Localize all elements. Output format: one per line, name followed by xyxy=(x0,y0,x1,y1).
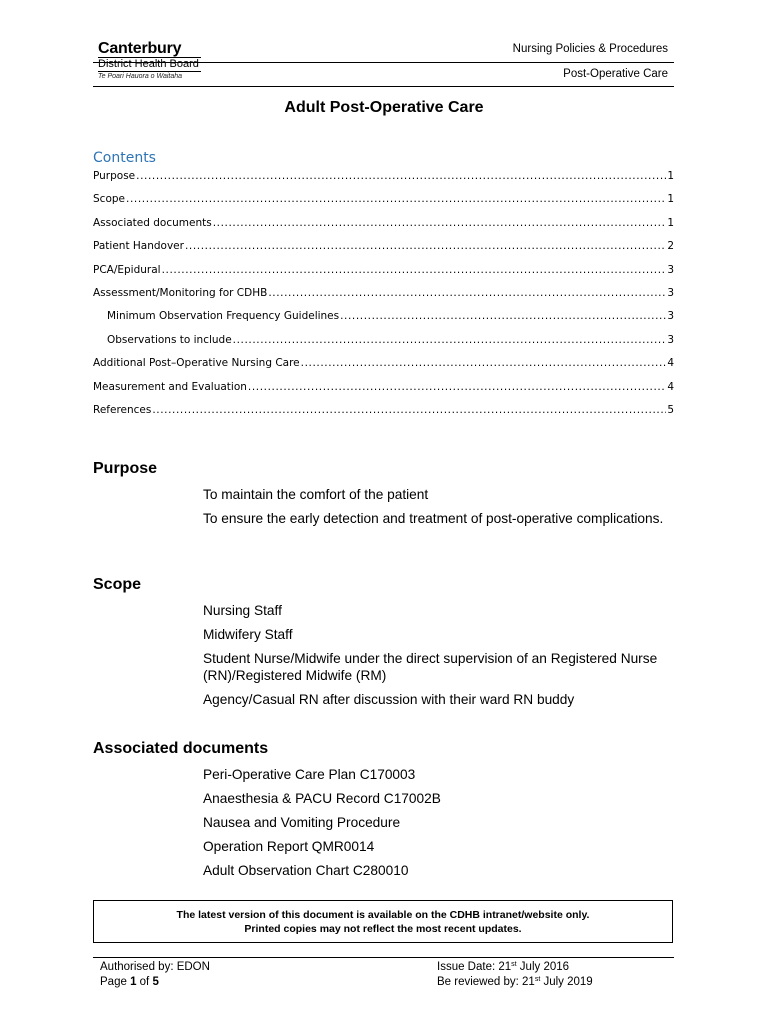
toc-page: 3 xyxy=(667,263,674,276)
toc-entry-assessment-monitoring[interactable] xyxy=(93,287,674,310)
header-category: Nursing Policies & Procedures xyxy=(512,43,668,55)
toc-entry-measurement-evaluation[interactable] xyxy=(93,381,674,404)
issue-date-prefix: Issue Date: 21 xyxy=(437,961,512,973)
toc-leader xyxy=(340,310,666,322)
scope-heading: Scope xyxy=(93,576,142,593)
toc-entry-associated-documents[interactable] xyxy=(93,217,674,240)
toc-entry-patient-handover[interactable] xyxy=(93,240,674,263)
toc-page: 4 xyxy=(667,380,674,393)
page-total: 5 xyxy=(152,975,159,988)
toc-entry-observations-to-include[interactable] xyxy=(93,334,674,357)
table-of-contents xyxy=(93,170,674,427)
toc-label: PCA/Epidural xyxy=(93,263,161,276)
associated-document-item: Operation Report QMR0014 xyxy=(203,839,375,855)
header-divider-2 xyxy=(93,86,674,87)
scope-item: Student Nurse/Midwife under the direct supervision of an Registered Nurse (RN)/Registered Midwife (RM) xyxy=(203,651,658,683)
issue-date xyxy=(437,960,593,975)
contents-heading: Contents xyxy=(93,150,156,166)
toc-label: Associated documents xyxy=(93,216,212,229)
review-date xyxy=(437,975,593,990)
scope-list xyxy=(203,603,678,716)
toc-page: 5 xyxy=(667,403,674,416)
purpose-heading: Purpose xyxy=(93,460,158,477)
authorised-by: Authorised by: EDON xyxy=(100,961,210,973)
toc-leader xyxy=(126,193,666,205)
page-of: of xyxy=(136,975,153,988)
toc-page: 3 xyxy=(667,333,674,346)
toc-page: 1 xyxy=(667,170,674,182)
toc-leader xyxy=(268,287,666,299)
toc-page: 3 xyxy=(667,310,674,323)
toc-label: Scope xyxy=(93,193,125,206)
notice-line-2: Printed copies may not reflect the most recent updates. xyxy=(244,923,522,935)
associated-document-item: Anaesthesia & PACU Record C17002B xyxy=(203,791,441,807)
page-current: 1 xyxy=(130,975,137,988)
review-date-prefix: Be reviewed by: 21 xyxy=(437,975,535,988)
toc-entry-min-observation-frequency[interactable] xyxy=(93,310,674,333)
toc-label: Assessment/Monitoring for CDHB xyxy=(93,286,268,299)
toc-page: 4 xyxy=(667,357,674,370)
issue-date-suffix: July 2016 xyxy=(516,961,570,973)
toc-label: References xyxy=(93,403,152,416)
purpose-item: To maintain the comfort of the patient xyxy=(203,487,429,502)
org-logo-maori: Te Poari Hauora o Waitaha xyxy=(98,73,183,80)
header-subtitle: Post-Operative Care xyxy=(563,68,668,80)
scope-item: Midwifery Staff xyxy=(203,627,293,643)
toc-page: 1 xyxy=(667,216,674,229)
toc-leader xyxy=(233,334,667,346)
toc-entry-references[interactable] xyxy=(93,404,674,427)
toc-label: Minimum Observation Frequency Guidelines xyxy=(107,310,340,323)
page-number xyxy=(100,975,210,990)
document-title: Adult Post-Operative Care xyxy=(284,99,484,116)
purpose-list xyxy=(203,487,678,535)
version-notice xyxy=(93,900,673,943)
toc-label: Additional Post–Operative Nursing Care xyxy=(93,357,300,370)
toc-entry-additional-care[interactable] xyxy=(93,357,674,380)
notice-line-1: The latest version of this document is available on the CDHB intranet/website only. xyxy=(176,909,590,921)
toc-leader xyxy=(152,404,666,416)
toc-entry-pca-epidural[interactable] xyxy=(93,264,674,287)
toc-label: Patient Handover xyxy=(93,240,184,253)
issue-date-ordinal: st xyxy=(511,961,517,968)
scope-item: Agency/Casual RN after discussion with their ward RN buddy xyxy=(203,691,575,707)
toc-entry-purpose[interactable] xyxy=(93,170,674,193)
toc-leader xyxy=(213,217,667,229)
footer-left xyxy=(100,960,210,989)
toc-label: Measurement and Evaluation xyxy=(93,380,247,393)
associated-documents-heading: Associated documents xyxy=(93,740,269,757)
toc-label: Purpose xyxy=(93,170,136,182)
toc-leader xyxy=(162,264,667,276)
associated-documents-list xyxy=(203,767,678,887)
review-date-suffix: July 2019 xyxy=(540,975,593,988)
header-divider xyxy=(93,62,674,63)
purpose-item: To ensure the early detection and treatment of post-operative complications. xyxy=(203,511,664,527)
toc-page: 1 xyxy=(667,193,674,206)
toc-leader xyxy=(301,357,667,369)
toc-leader xyxy=(185,240,666,252)
associated-document-item: Adult Observation Chart C280010 xyxy=(203,863,409,879)
org-logo-name: Canterbury xyxy=(98,40,182,57)
review-date-ordinal: st xyxy=(534,975,541,983)
toc-label: Observations to include xyxy=(107,333,232,346)
footer-divider xyxy=(93,957,674,958)
scope-item: Nursing Staff xyxy=(203,603,282,618)
org-logo-subtitle: District Health Board xyxy=(98,58,199,70)
associated-document-item: Nausea and Vomiting Procedure xyxy=(203,815,401,831)
associated-document-item: Peri-Operative Care Plan C170003 xyxy=(203,767,416,782)
toc-leader xyxy=(136,170,666,182)
page-prefix: Page xyxy=(100,975,131,988)
toc-entry-scope[interactable] xyxy=(93,193,674,216)
footer-right xyxy=(437,960,593,989)
toc-page: 2 xyxy=(667,240,674,253)
toc-page: 3 xyxy=(667,286,674,299)
toc-leader xyxy=(248,381,666,393)
